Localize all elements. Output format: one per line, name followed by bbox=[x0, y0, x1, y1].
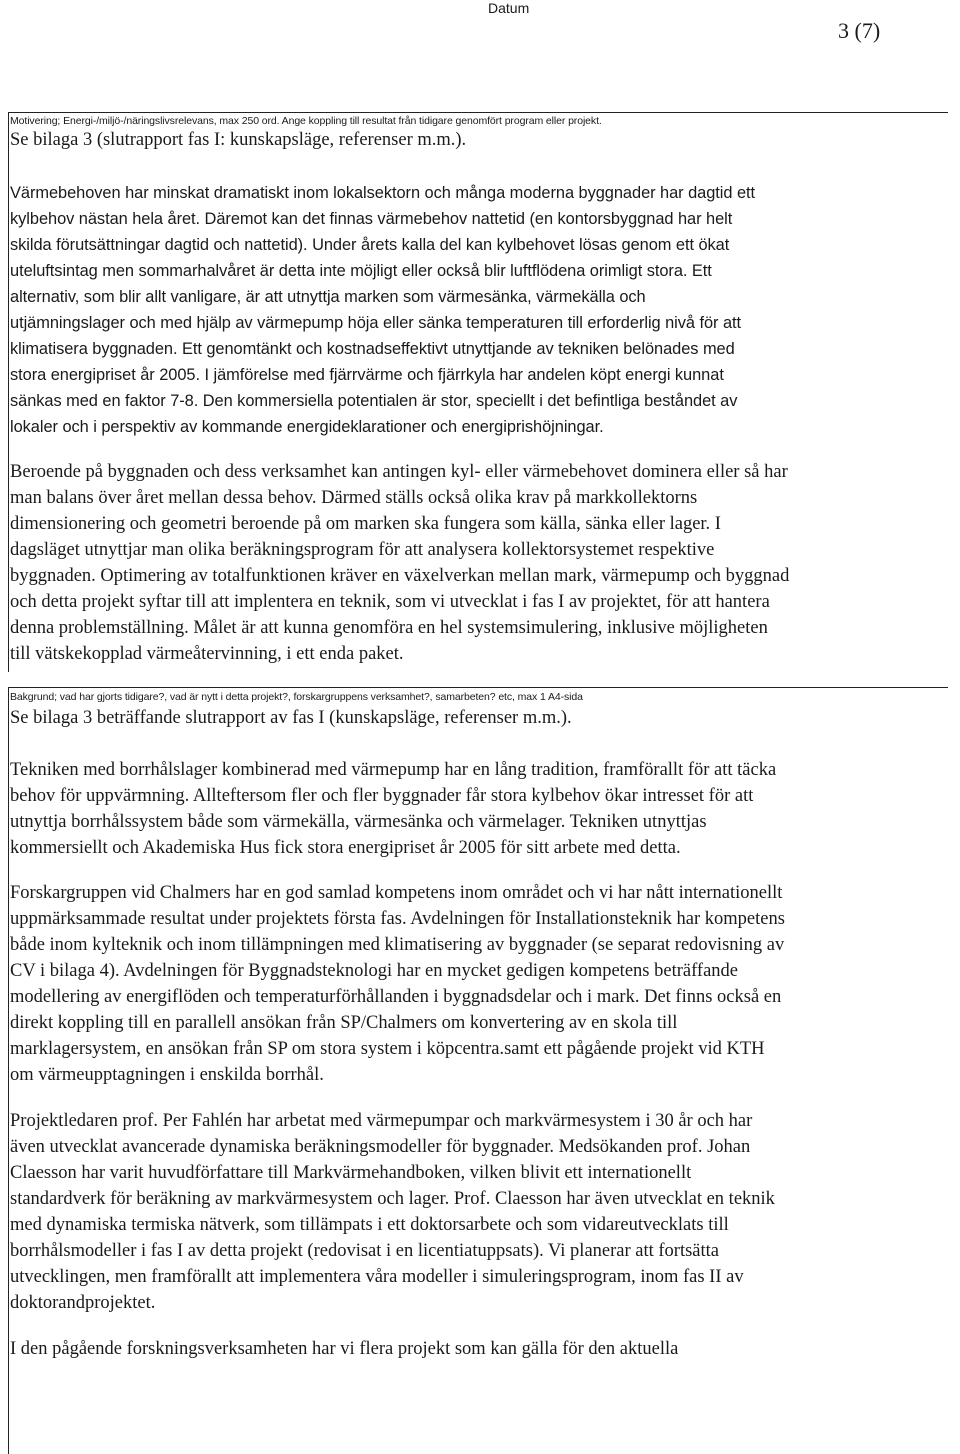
motivation-reference: Se bilaga 3 (slutrapport fas I: kunskapsläge, referenser m.m.). bbox=[10, 130, 467, 150]
section-divider-motivation bbox=[8, 112, 948, 113]
background-paragraph-2: Forskargruppen vid Chalmers har en god samlad kompetens inom området och vi har nått internationellt uppmärksammade resultat under projektets första fas. Avdelningen för Installationsteknik har kompetens både inom kylteknik och inom tillämpningen med klimatisering av byggnader (se separat redovisning av CV i bilaga 4). Avdelningen för Byggnadsteknologi har en mycket gedigen kompetens beträffande modellering av energiflöden och temperaturförhållanden i byggnadsdelar och i mark. Det finns också en direkt koppling till en parallell ansökan från SP/Chalmers om konvertering av en skola till marklagersystem, en ansökan från SP om stora system i köpcentra.samt ett pågående projekt vid KTH om värmeupptagningen i enskilda borrhål. bbox=[10, 883, 785, 1085]
motivation-paragraph-1: Värmebehoven har minskat dramatiskt inom lokalsektorn och många moderna byggnader har dagtid ett kylbehov nästan hela året. Däremot kan det finnas värmebehov nattetid (en kontorsbyggnad har helt skilda förutsättningar dagtid och nattetid). Under årets kalla del kan kylbehovet lösas genom ett ökat uteluftsintag men sommarhalvåret är detta inte möjligt eller också blir luftflödena orimligt stora. Ett alternativ, som blir allt vanligare, är att utnyttja marken som värmesänka, värmekälla och utjämningslager och med hjälp av värmepump höja eller sänka temperaturen till erforderlig nivå för att klimatisera byggnaden. Ett genomtänkt och kostnadseffektivt utnyttjande av tekniken belönades med stora energipriset år 2005. I jämförelse med fjärrvärme och fjärrkyla har andelen köpt energi kunnat sänkas med en faktor 7-8. Den kommersiella potentialen är stor, speciellt i det befintliga beståndet av lokaler och i perspektiv av kommande energideklarationer och energiprishöjningar. bbox=[10, 184, 756, 436]
motivation-paragraph-2: Beroende på byggnaden och dess verksamhet kan antingen kyl- eller värmebehovet dominera eller så har man balans över året mellan dessa behov. Därmed ställs också olika krav på markkollektorns dimensionering och geometri beroende på om marken ska fungera som källa, sänka eller lager. I dagsläget utnyttjar man olika beräkningsprogram för att analysera kollektorsystemet respektive byggnaden. Optimering av totalfunktionen kräver en växelverkan mellan mark, värmepump och byggnad och detta projekt syftar till att implentera en teknik, som vi utvecklat i fas I av projektet, för att hantera denna problemställning. Målet är att kunna genomföra en hel systemsimulering, inklusive möjligheten till vätskekopplad värmeåtervinning, i ett enda paket. bbox=[10, 462, 790, 664]
section-border-motivation bbox=[8, 112, 9, 672]
background-paragraph-4: I den pågående forskningsverksamheten har vi flera projekt som kan gälla för den aktuella bbox=[10, 1339, 679, 1359]
background-field-label: Bakgrund; vad har gjorts tidigare?, vad är nytt i detta projekt?, forskargruppens verksamhet?, samarbeten? etc, max 1 A4-sida bbox=[10, 691, 583, 703]
date-label: Datum bbox=[488, 0, 530, 16]
motivation-field-label: Motivering; Energi-/miljö-/näringslivsrelevans, max 250 ord. Ange koppling till resultat från tidigare genomfört program eller projekt. bbox=[10, 115, 602, 127]
section-divider-background bbox=[8, 687, 948, 688]
background-paragraph-1: Tekniken med borrhålslager kombinerad med värmepump har en lång tradition, framförallt för att täcka behov för uppvärmning. Allteftersom fler och fler byggnader får stora kylbehov ökar intresset för att utnyttja borrhålssystem både som värmekälla, värmesänka och värmelager. Tekniken utnyttjas kommersiellt och Akademiska Hus fick stora energipriset år 2005 för sitt arbete med detta. bbox=[10, 760, 777, 858]
background-paragraph-3: Projektledaren prof. Per Fahlén har arbetat med värmepumpar och markvärmesystem i 30 år och har även utvecklat avancerade dynamiska beräkningsmodeller för byggnader. Medsökanden prof. Johan Claesson har varit huvudförfattare till Markvärmehandboken, vilken blivit ett internationellt standardverk för beräkning av markvärmesystem och lager. Prof. Claesson har även utvecklat en teknik med dynamiska termiska nätverk, som tillämpats i ett doktorsarbete och som vidareutvecklats till borrhålsmodeller i fas I av detta projekt (redovisat i en licentiatuppsats). Vi planerar att fortsätta utvecklingen, men framförallt att implementera våra modeller i simuleringsprogram, inom fas II av doktorandprojektet. bbox=[10, 1111, 775, 1313]
page-number: 3 (7) bbox=[838, 18, 881, 43]
background-reference: Se bilaga 3 beträffande slutrapport av fas I (kunskapsläge, referenser m.m.). bbox=[10, 708, 572, 728]
section-border-background bbox=[8, 687, 9, 1454]
